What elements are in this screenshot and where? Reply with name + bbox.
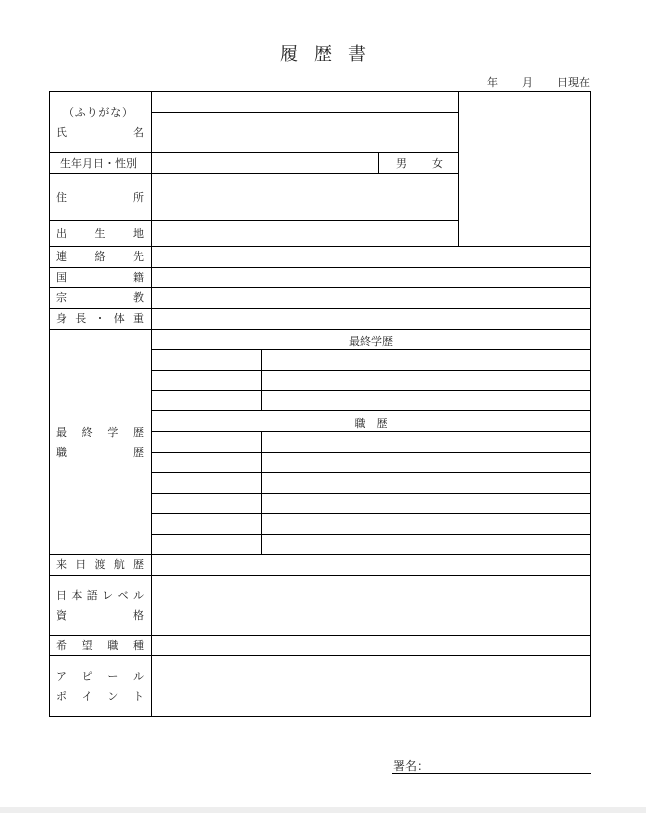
document-title: 履歴書 [280, 44, 382, 65]
career-detail-field[interactable] [262, 432, 590, 452]
birthplace-label: 出 生 地 [56, 227, 144, 240]
name-field[interactable] [152, 113, 458, 152]
signature-line [392, 773, 591, 774]
row-divider [152, 410, 590, 411]
birthplace-field[interactable] [152, 221, 458, 246]
photo-area[interactable] [459, 92, 590, 246]
career-detail-field[interactable] [262, 494, 590, 513]
career-date-field[interactable] [152, 432, 261, 452]
travel-history-label: 来 日 渡 航 歴 [56, 558, 144, 571]
furigana-field[interactable] [152, 92, 458, 112]
male-option[interactable]: 男 [396, 157, 407, 170]
religion-label: 宗 教 [56, 291, 144, 304]
education-date-field[interactable] [152, 391, 261, 410]
date-year-label: 年 [487, 76, 498, 89]
japanese-level-field[interactable] [152, 576, 590, 635]
qualifications-label: 資 格 [56, 609, 144, 622]
education-date-field[interactable] [152, 371, 261, 390]
career-detail-field[interactable] [262, 453, 590, 472]
appeal-label-2: ポ イ ン ト [56, 690, 144, 703]
education-detail-field[interactable] [262, 350, 590, 370]
career-header: 職 歴 [354, 417, 388, 430]
row-divider [50, 329, 590, 330]
date-month-label: 月 [522, 76, 533, 89]
career-date-field[interactable] [152, 514, 261, 534]
appeal-points-field[interactable] [152, 656, 590, 716]
career-detail-field[interactable] [262, 535, 590, 554]
desired-job-label: 希 望 職 種 [56, 639, 144, 652]
career-date-field[interactable] [152, 473, 261, 493]
height-weight-label: 身 長 ・ 体 重 [56, 312, 144, 325]
education-date-field[interactable] [152, 350, 261, 370]
career-date-field[interactable] [152, 453, 261, 472]
gender-divider [378, 152, 379, 173]
education-header: 最終学歴 [349, 335, 393, 348]
career-detail-field[interactable] [262, 473, 590, 493]
education-detail-field[interactable] [262, 391, 590, 410]
contact-field[interactable] [152, 247, 590, 267]
career-date-field[interactable] [152, 494, 261, 513]
resume-form [49, 91, 591, 717]
female-option[interactable]: 女 [432, 157, 443, 170]
birthdate-field[interactable] [152, 153, 378, 173]
education-detail-field[interactable] [262, 371, 590, 390]
birthdate-gender-label: 生年月日・性別 [60, 157, 137, 170]
career-date-field[interactable] [152, 535, 261, 554]
travel-history-field[interactable] [152, 555, 590, 575]
career-detail-field[interactable] [262, 514, 590, 534]
name-label: 氏 名 [56, 126, 144, 139]
address-label: 住 所 [56, 191, 144, 204]
appeal-label-1: ア ピ ー ル [56, 670, 144, 683]
education-career-label-2: 職 歴 [56, 446, 144, 459]
nationality-label: 国 籍 [56, 271, 144, 284]
page-bottom-edge [0, 807, 646, 813]
desired-job-field[interactable] [152, 636, 590, 655]
education-career-label-1: 最 終 学 歴 [56, 426, 144, 439]
signature-label: 署名： [393, 759, 430, 773]
religion-field[interactable] [152, 288, 590, 308]
signature-field[interactable] [430, 756, 590, 773]
contact-label: 連 絡 先 [56, 250, 144, 263]
furigana-label: （ ふ り が な ） [63, 106, 133, 119]
date-day-now-label: 日現在 [557, 76, 590, 89]
address-field[interactable] [152, 174, 458, 220]
nationality-field[interactable] [152, 268, 590, 287]
height-weight-field[interactable] [152, 309, 590, 329]
japanese-level-label: 日 本 語 レ ベ ル [56, 589, 144, 602]
